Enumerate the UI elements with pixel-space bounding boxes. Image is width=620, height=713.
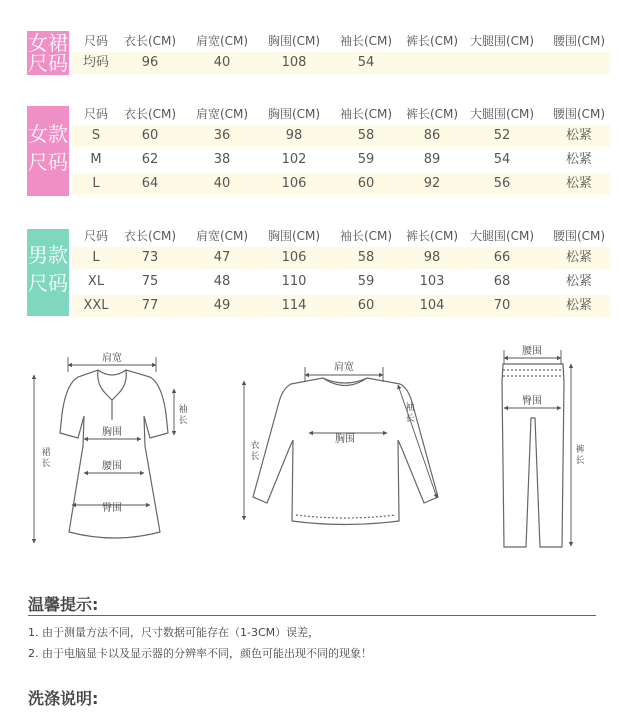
label-line-1: 女裙	[28, 31, 68, 55]
pants-diagram	[502, 364, 564, 547]
table-cell: 松紧	[565, 176, 592, 191]
table-cell: 松紧	[565, 128, 592, 143]
top-diagram	[253, 378, 438, 525]
top-length-label: 衣长	[250, 441, 260, 462]
pants-hip-label: 臀围	[522, 396, 542, 407]
column-header: 裤长(CM)	[405, 34, 459, 48]
table-cell: 38	[213, 152, 231, 167]
table-cell: 66	[493, 250, 511, 265]
table-cell: 59	[357, 152, 375, 167]
table-cell: 松紧	[565, 250, 592, 265]
table-cell: XL	[87, 274, 105, 289]
column-header: 腰围(CM)	[552, 34, 606, 48]
table-cell: 48	[213, 274, 231, 289]
table-cell: 102	[281, 152, 307, 167]
table-cell: 36	[213, 128, 231, 143]
column-header: 袖长(CM)	[339, 229, 393, 243]
table-cell: 68	[493, 274, 511, 289]
column-header: 大腿围(CM)	[469, 107, 535, 121]
tip-item-1: 1. 由于测量方法不同，尺寸数据可能存在（1-3CM）误差，	[28, 626, 320, 639]
label-line-2: 尺码	[28, 150, 68, 174]
table-cell: 58	[357, 128, 375, 143]
column-header: 袖长(CM)	[339, 34, 393, 48]
column-header: 裤长(CM)	[405, 229, 459, 243]
table-cell: 108	[281, 55, 307, 70]
table-cell: 60	[357, 176, 375, 191]
column-header: 尺码	[83, 229, 108, 243]
column-header: 腰围(CM)	[552, 107, 606, 121]
table-cell: 104	[419, 298, 445, 313]
tips-title: 温馨提示:	[28, 595, 99, 614]
label-line-2: 尺码	[28, 51, 68, 75]
column-header: 衣长(CM)	[123, 107, 177, 121]
table-cell: 106	[281, 176, 307, 191]
table-cell: 114	[281, 298, 307, 313]
table-cell: 98	[285, 128, 303, 143]
table-cell: 92	[423, 176, 441, 191]
top-sleeve-label: 袖长	[405, 403, 415, 424]
column-header: 大腿围(CM)	[469, 34, 535, 48]
dress-waist-label: 腰围	[102, 461, 122, 472]
table-cell: 106	[281, 250, 307, 265]
top-shoulder-label: 肩宽	[334, 362, 354, 373]
table-cell: L	[92, 176, 100, 191]
pants-waist-label: 腰围	[522, 346, 542, 357]
column-header: 大腿围(CM)	[469, 229, 535, 243]
column-header: 衣长(CM)	[123, 229, 177, 243]
table-cell: 49	[213, 298, 231, 313]
table-cell: 47	[213, 250, 231, 265]
table-cell: 54	[357, 55, 375, 70]
label-line-1: 男款	[28, 243, 68, 267]
table-cell: 58	[357, 250, 375, 265]
column-header: 肩宽(CM)	[195, 107, 249, 121]
top-chest-label: 胸围	[335, 434, 355, 445]
column-header: 胸围(CM)	[267, 107, 321, 121]
table-cell: S	[91, 128, 101, 143]
dress-sleeve-label: 袖长	[178, 405, 188, 426]
table-cell: 98	[423, 250, 441, 265]
table-cell: 89	[423, 152, 441, 167]
table-cell: XXL	[83, 298, 109, 313]
column-header: 肩宽(CM)	[195, 34, 249, 48]
dress-length-label: 裙长	[41, 448, 51, 469]
dress-hip-label: 臀围	[102, 503, 122, 514]
table-cell: 64	[141, 176, 159, 191]
table-cell: L	[92, 250, 100, 265]
table-cell: 96	[141, 55, 159, 70]
table-cell: 70	[493, 298, 511, 313]
table-cell: 77	[141, 298, 159, 313]
pants-length-label: 裤长	[575, 445, 585, 466]
table-cell: 40	[213, 55, 231, 70]
column-header: 腰围(CM)	[552, 229, 606, 243]
table-cell: 均码	[82, 55, 109, 70]
wash-title: 洗涤说明:	[28, 689, 99, 708]
tips-divider	[28, 615, 596, 616]
column-header: 裤长(CM)	[405, 107, 459, 121]
column-header: 胸围(CM)	[267, 34, 321, 48]
table-cell: 62	[141, 152, 159, 167]
table-cell: 59	[357, 274, 375, 289]
table-cell: 110	[281, 274, 307, 289]
table-cell: 40	[213, 176, 231, 191]
table-cell: 52	[493, 128, 511, 143]
table-cell: 60	[141, 128, 159, 143]
label-line-2: 尺码	[28, 271, 68, 295]
column-header: 衣长(CM)	[123, 34, 177, 48]
column-header: 肩宽(CM)	[195, 229, 249, 243]
table-cell: 103	[419, 274, 445, 289]
column-header: 尺码	[83, 34, 108, 48]
table-cell: 54	[493, 152, 511, 167]
column-header: 尺码	[83, 107, 108, 121]
table-cell: 86	[423, 128, 441, 143]
table-cell: 75	[141, 274, 159, 289]
table-cell: 松紧	[565, 274, 592, 289]
dress-chest-label: 胸围	[102, 427, 122, 438]
column-header: 袖长(CM)	[339, 107, 393, 121]
table-cell: 60	[357, 298, 375, 313]
table-cell: M	[90, 152, 102, 167]
table-cell: 56	[493, 176, 511, 191]
tip-item-2: 2. 由于电脑显卡以及显示器的分辨率不同，颜色可能出现不同的现象！	[28, 647, 372, 660]
table-cell: 松紧	[565, 152, 592, 167]
dress-shoulder-label: 肩宽	[102, 353, 122, 364]
column-header: 胸围(CM)	[267, 229, 321, 243]
table-cell: 73	[141, 250, 159, 265]
table-cell: 松紧	[565, 298, 592, 313]
label-line-1: 女款	[28, 122, 68, 146]
